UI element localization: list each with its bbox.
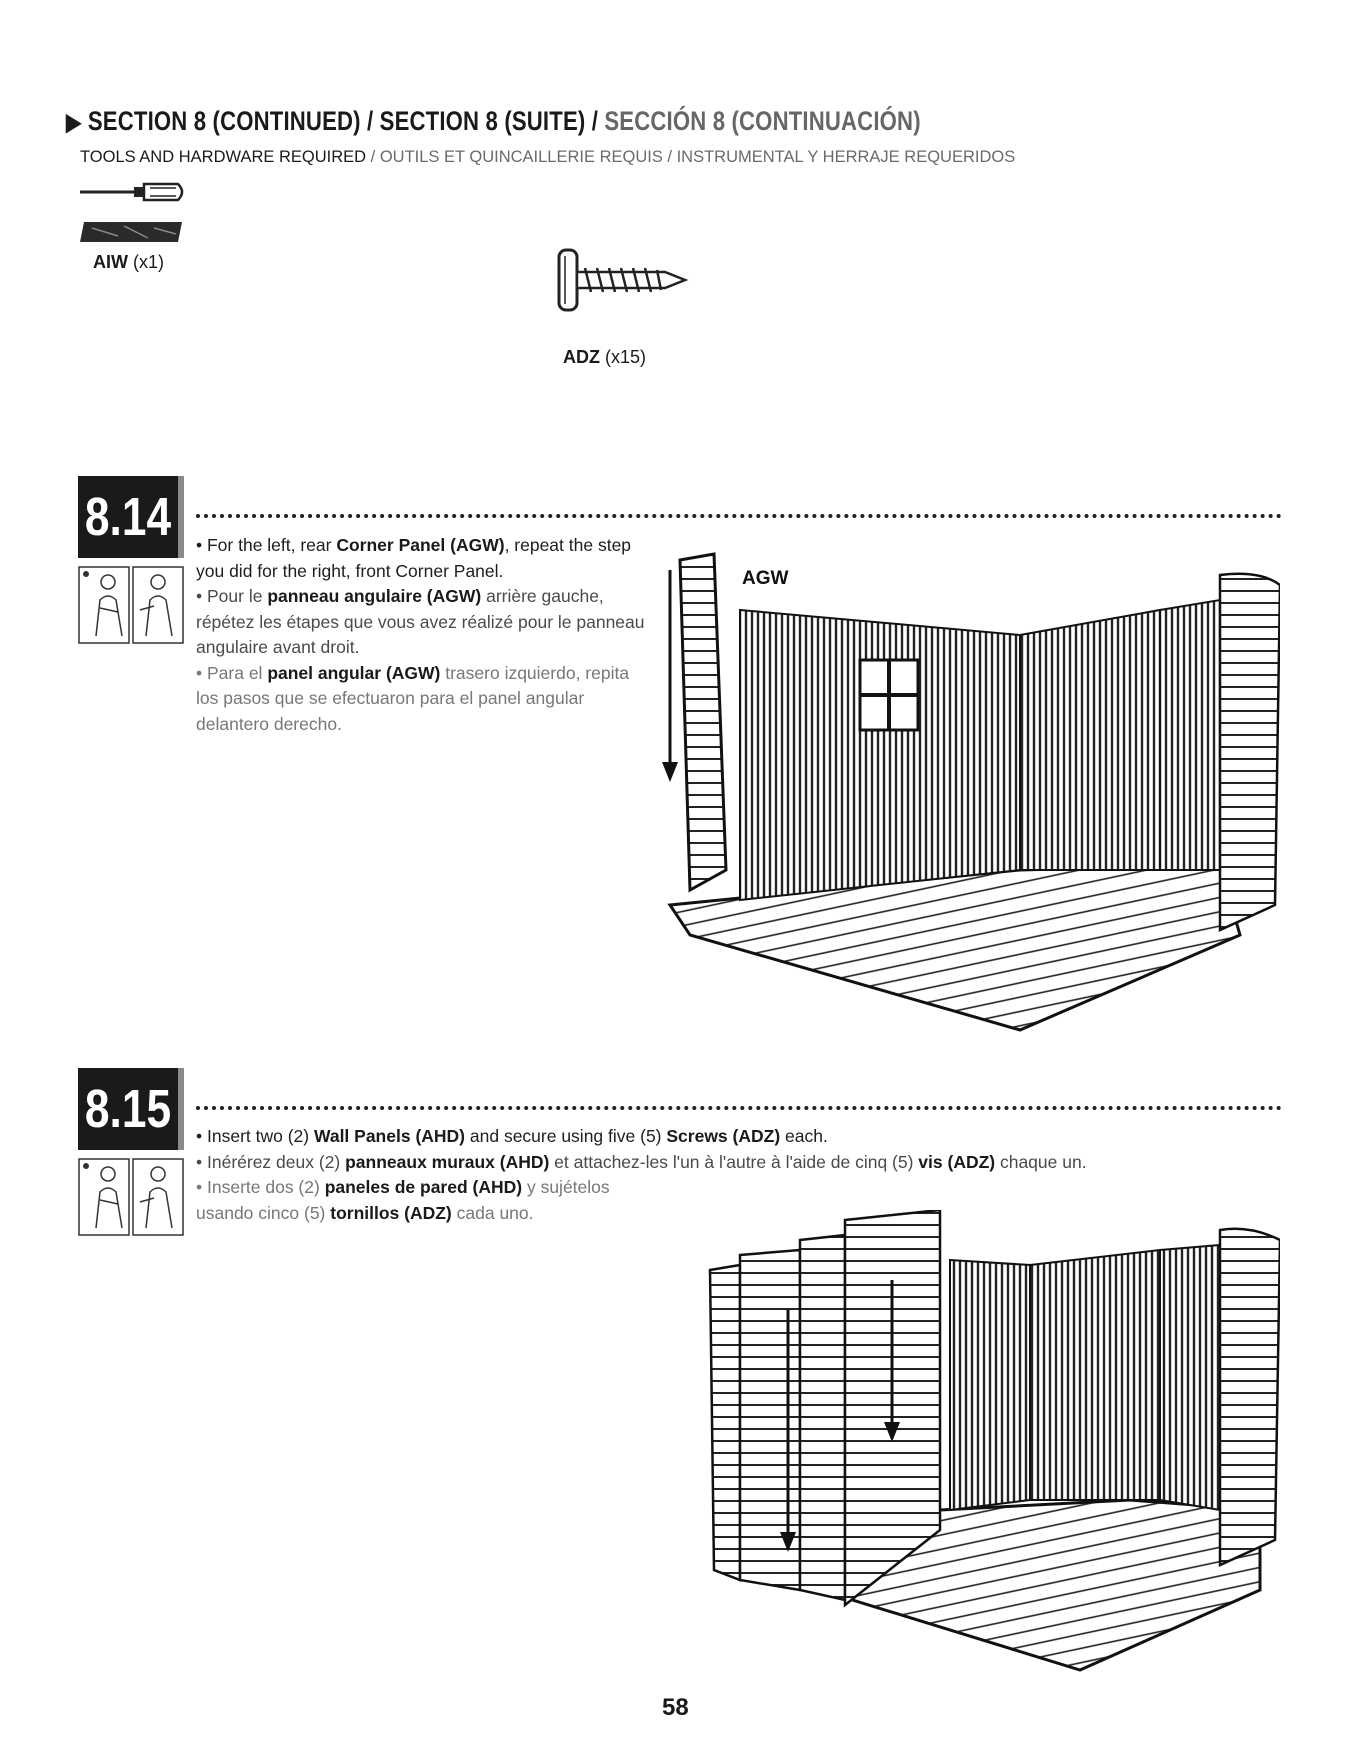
step-number-badge: 8.15 bbox=[78, 1068, 178, 1150]
part-label-aiw: AIW (x1) bbox=[93, 252, 165, 272]
tools-required-line: TOOLS AND HARDWARE REQUIRED / OUTILS ET QUINCAILLERIE REQUIS / INSTRUMENTAL Y HERRAJE REQUERIDOS bbox=[80, 148, 1016, 166]
shed-assembly-illustration-8-14 bbox=[660, 540, 1280, 1040]
instruction-es: • Para el panel angular (AGW) trasero izquierdo, repita los pasos que se efectuaron para el panel angular delantero derecho. bbox=[196, 662, 630, 734]
aiw-part-icon bbox=[78, 218, 186, 246]
dotted-divider bbox=[196, 514, 1282, 518]
two-person-icon bbox=[78, 1158, 184, 1236]
dotted-divider bbox=[196, 1106, 1282, 1110]
two-person-icon bbox=[78, 566, 184, 644]
screw-icon bbox=[555, 246, 695, 316]
instruction-en: • For the left, rear Corner Panel (AGW), repeat the step you did for the right, front Corner Panel. bbox=[196, 535, 632, 581]
instruction-fr: • Inérérez deux (2) panneaux muraux (AHD) et attachez-les l'un à l'autre à l'aide de cinq (5) vis (ADZ) chaque un. bbox=[196, 1151, 1087, 1172]
instruction-es: • Inserte dos (2) paneles de pared (AHD) y sujételos usando cinco (5) tornillos (ADZ) cada uno. bbox=[196, 1177, 610, 1223]
play-arrow-icon: ▶ bbox=[66, 109, 82, 136]
badge-edge bbox=[178, 476, 184, 558]
page-number: 58 bbox=[662, 1694, 689, 1721]
screwdriver-icon bbox=[78, 178, 188, 206]
section-title: ▶ SECTION 8 (CONTINUED) / SECTION 8 (SUITE) / SECCIÓN 8 (CONTINUACIÓN) bbox=[66, 106, 921, 136]
step-8-14-instructions bbox=[196, 533, 646, 737]
agw-label: AGW bbox=[742, 568, 789, 589]
shed-assembly-illustration-8-15 bbox=[700, 1210, 1280, 1680]
badge-edge bbox=[178, 1068, 184, 1150]
instruction-en: • Insert two (2) Wall Panels (AHD) and secure using five (5) Screws (ADZ) each. bbox=[196, 1126, 828, 1146]
part-label-adz: ADZ (x15) bbox=[563, 347, 647, 367]
step-number-badge: 8.14 bbox=[78, 476, 178, 558]
instruction-fr: • Pour le panneau angulaire (AGW) arrière gauche, répétez les étapes que vous avez réalizé pour le panneau angulaire avant droit. bbox=[196, 586, 645, 657]
